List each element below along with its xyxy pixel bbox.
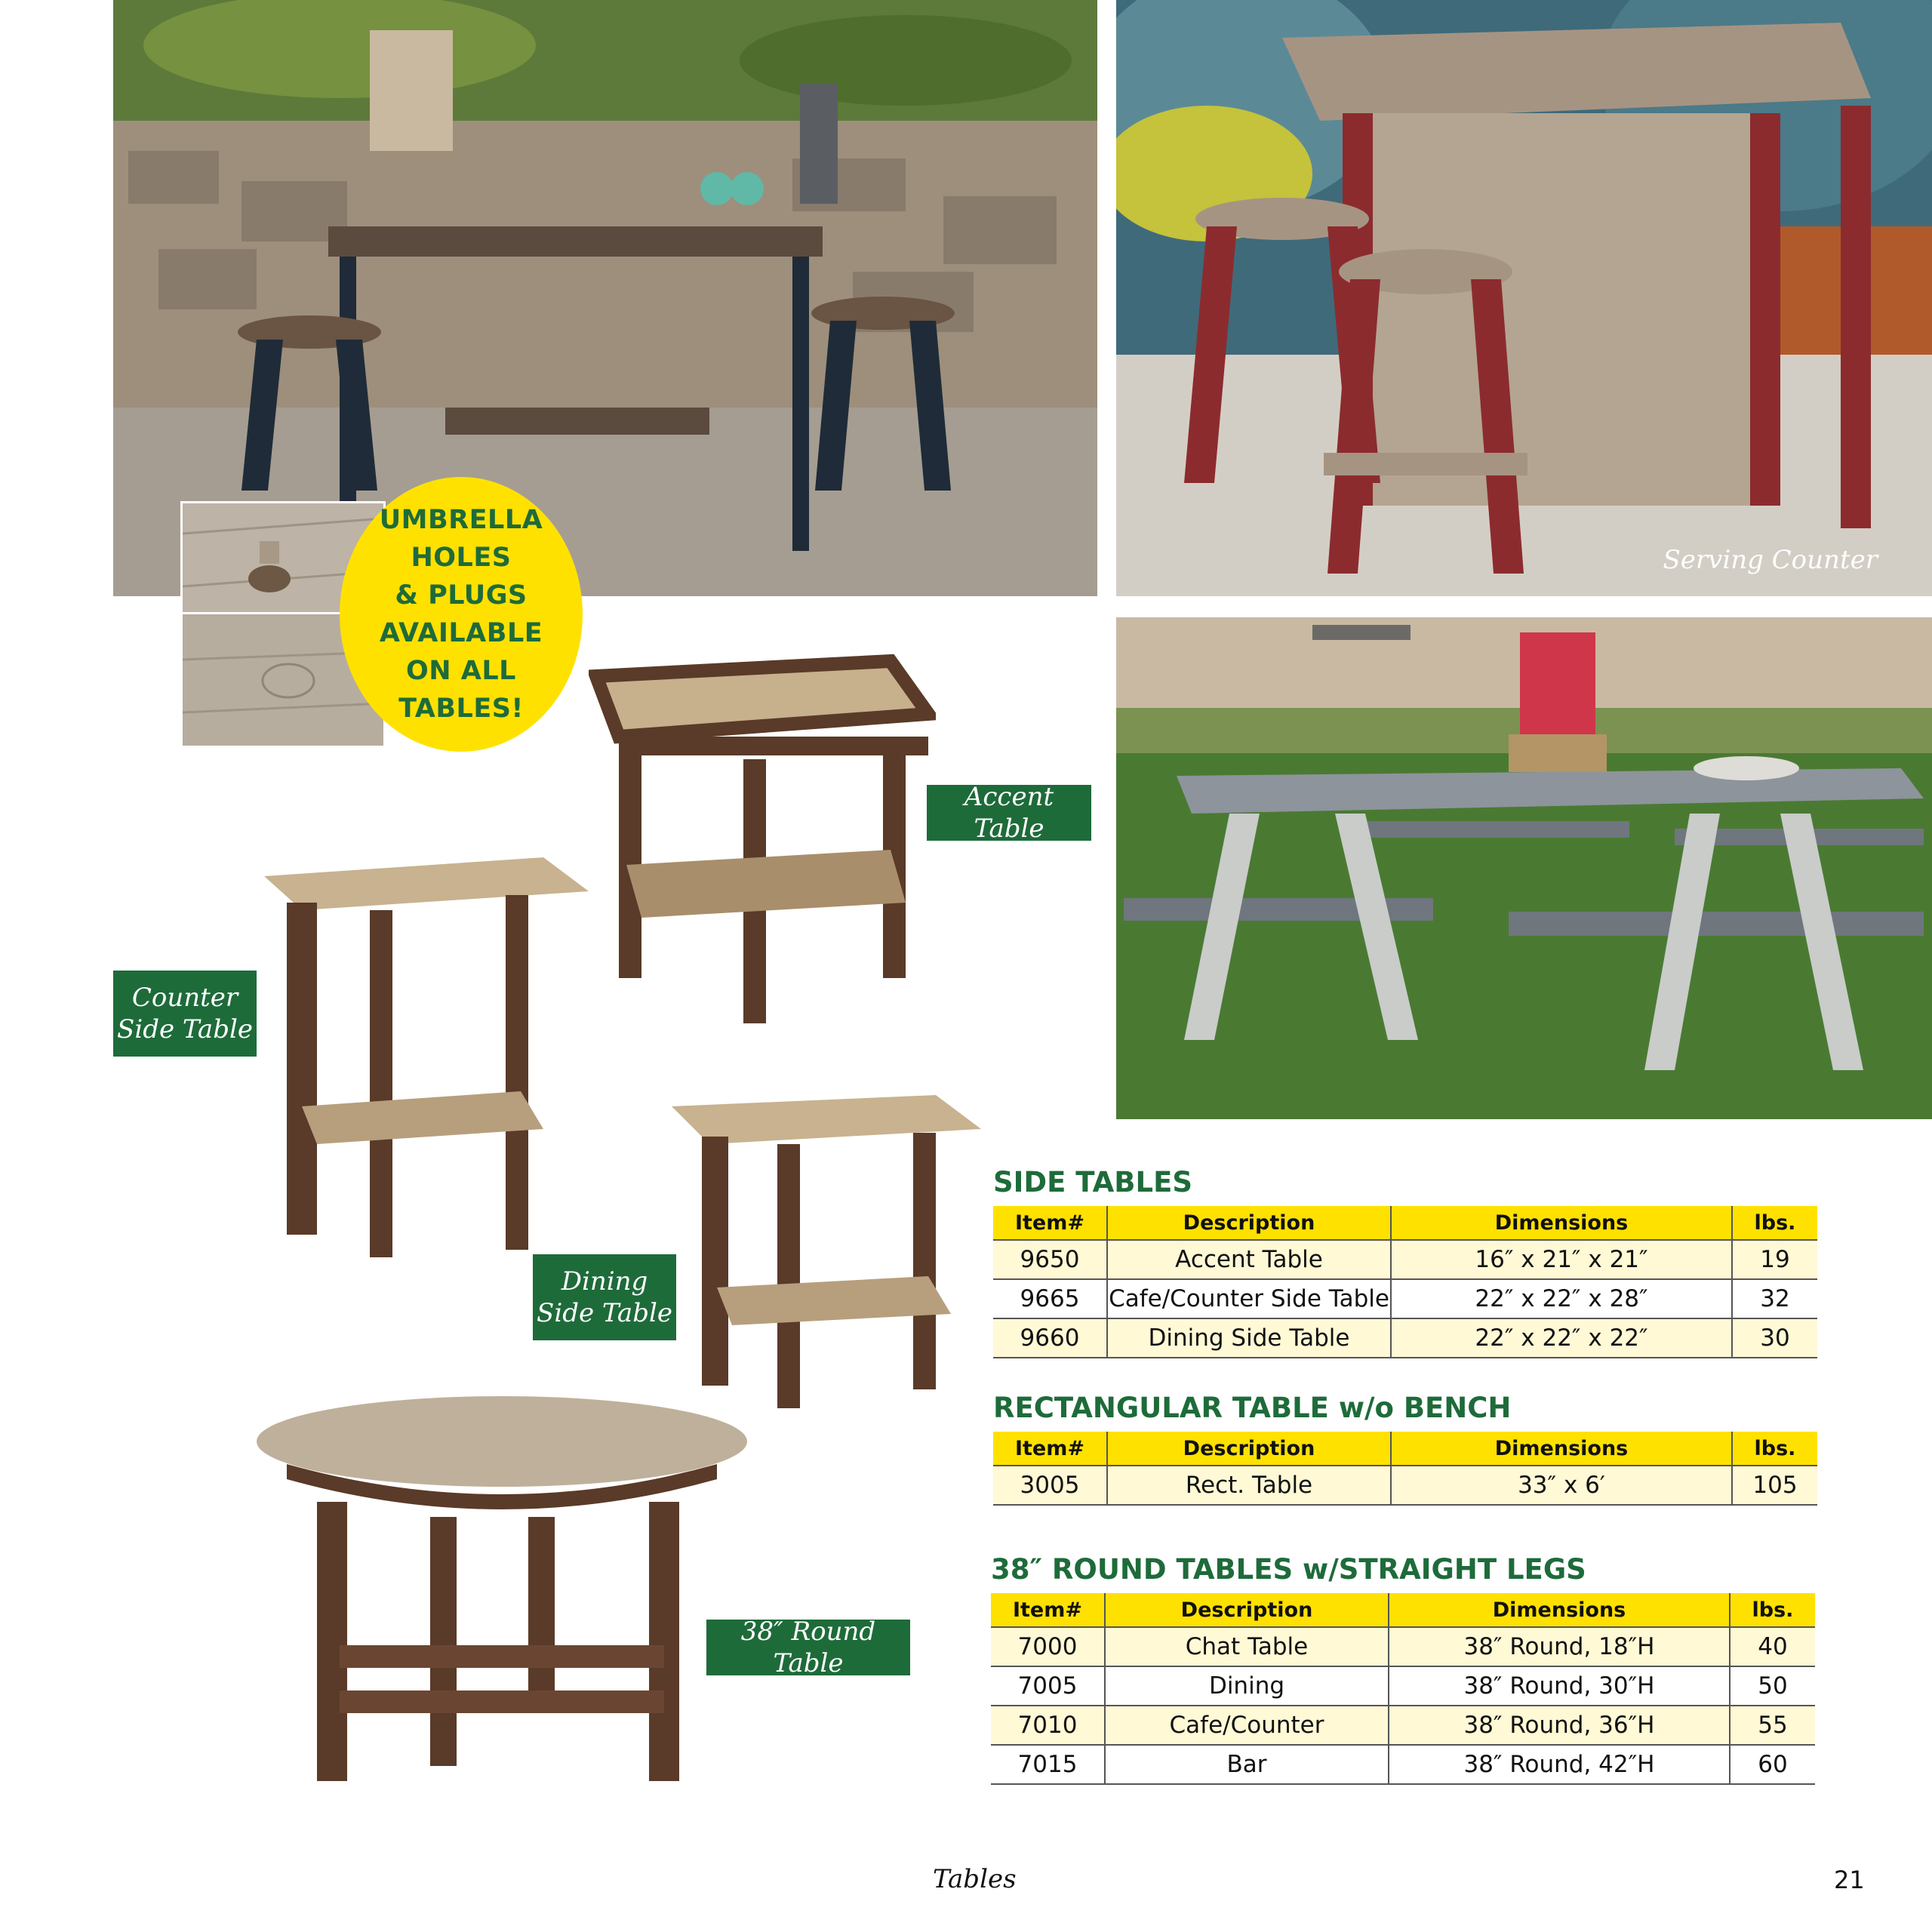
round-tables-title: 38″ ROUND TABLES w/STRAIGHT LEGS — [991, 1553, 1586, 1586]
umbrella-holes-badge — [340, 477, 583, 752]
cell-dimensions: 38″ Round, 36″H — [1389, 1706, 1730, 1745]
cell-item: 9650 — [993, 1240, 1107, 1279]
table-row — [991, 1745, 1815, 1784]
col-header: Dimensions — [1389, 1593, 1730, 1627]
cell-description: Dining — [1105, 1666, 1389, 1706]
badge-line: AVAILABLE — [379, 618, 543, 648]
cell-description: Cafe/Counter — [1105, 1706, 1389, 1745]
col-header: Description — [1107, 1206, 1391, 1240]
cell-lbs: 105 — [1732, 1466, 1817, 1505]
round-tables-table — [991, 1593, 1815, 1785]
dining-side-table-caption — [533, 1254, 676, 1340]
col-header: Item# — [993, 1206, 1107, 1240]
cell-item: 7000 — [991, 1627, 1105, 1666]
cell-item: 9665 — [993, 1279, 1107, 1318]
counter-side-table-caption — [113, 971, 257, 1057]
table-row — [993, 1466, 1817, 1505]
table-row — [993, 1279, 1817, 1318]
cell-dimensions: 33″ x 6′ — [1391, 1466, 1732, 1505]
cell-description: Bar — [1105, 1745, 1389, 1784]
counter-side-table-photo — [257, 857, 589, 1257]
badge-line: & PLUGS — [395, 580, 528, 611]
col-header: Dimensions — [1391, 1432, 1732, 1466]
table-row — [991, 1627, 1815, 1666]
col-header: Description — [1107, 1432, 1391, 1466]
cell-item: 9660 — [993, 1318, 1107, 1358]
cell-description: Cafe/Counter Side Table — [1107, 1279, 1391, 1318]
accent-table-photo — [589, 654, 936, 1031]
counter-side-table-caption-line: Side Table — [117, 1014, 253, 1044]
serving-counter-caption: Serving Counter — [1663, 545, 1878, 575]
cell-lbs: 60 — [1730, 1745, 1815, 1784]
accent-table-caption-text: Accent Table — [964, 782, 1054, 844]
side-tables-table — [993, 1206, 1817, 1358]
cell-dimensions: 22″ x 22″ x 28″ — [1391, 1279, 1732, 1318]
col-header: Dimensions — [1391, 1206, 1732, 1240]
cell-lbs: 32 — [1732, 1279, 1817, 1318]
rect-table-table — [993, 1432, 1817, 1506]
footer-section-title: Tables — [933, 1864, 1017, 1894]
dining-side-table-photo — [664, 1091, 981, 1408]
table-row — [993, 1318, 1817, 1358]
col-header: Item# — [991, 1593, 1105, 1627]
badge-line: UMBRELLA — [379, 505, 543, 535]
col-header: lbs. — [1730, 1593, 1815, 1627]
cell-item: 7010 — [991, 1706, 1105, 1745]
cell-item: 7005 — [991, 1666, 1105, 1706]
cell-dimensions: 38″ Round, 18″H — [1389, 1627, 1730, 1666]
col-header: Item# — [993, 1432, 1107, 1466]
col-header: lbs. — [1732, 1432, 1817, 1466]
table-row — [991, 1666, 1815, 1706]
table-header-row — [993, 1432, 1817, 1466]
cell-dimensions: 22″ x 22″ x 22″ — [1391, 1318, 1732, 1358]
table-row — [991, 1706, 1815, 1745]
cell-item: 7015 — [991, 1745, 1105, 1784]
picnic-table-photo — [1116, 617, 1932, 1119]
accent-table-caption — [927, 782, 1091, 844]
cell-lbs: 30 — [1732, 1318, 1817, 1358]
col-header: Description — [1105, 1593, 1389, 1627]
cell-dimensions: 38″ Round, 42″H — [1389, 1745, 1730, 1784]
cell-description: Accent Table — [1107, 1240, 1391, 1279]
cell-lbs: 19 — [1732, 1240, 1817, 1279]
cell-description: Chat Table — [1105, 1627, 1389, 1666]
dining-side-table-caption-line: Side Table — [537, 1298, 672, 1328]
cell-dimensions: 16″ x 21″ x 21″ — [1391, 1240, 1732, 1279]
table-row — [993, 1240, 1817, 1279]
table-header-row — [991, 1593, 1815, 1627]
round-table-photo — [257, 1396, 755, 1789]
badge-line: TABLES! — [398, 694, 524, 724]
badge-line: ON ALL — [406, 656, 516, 686]
cell-lbs: 50 — [1730, 1666, 1815, 1706]
page-number: 21 — [1834, 1866, 1865, 1894]
serving-counter-photo — [1116, 0, 1932, 596]
cell-lbs: 40 — [1730, 1627, 1815, 1666]
round-table-caption — [706, 1617, 910, 1678]
cell-description: Rect. Table — [1107, 1466, 1391, 1505]
cell-item: 3005 — [993, 1466, 1107, 1505]
counter-side-table-caption-line: Counter — [131, 983, 238, 1013]
rect-table-title: RECTANGULAR TABLE w/o BENCH — [993, 1392, 1512, 1424]
col-header: lbs. — [1732, 1206, 1817, 1240]
cell-description: Dining Side Table — [1107, 1318, 1391, 1358]
badge-line: HOLES — [411, 543, 512, 573]
cell-lbs: 55 — [1730, 1706, 1815, 1745]
cell-dimensions: 38″ Round, 30″H — [1389, 1666, 1730, 1706]
side-tables-title: SIDE TABLES — [993, 1166, 1192, 1198]
dining-side-table-caption-line: Dining — [561, 1266, 648, 1297]
round-table-caption-text: 38″ Round Table — [740, 1617, 876, 1678]
table-header-row — [993, 1206, 1817, 1240]
